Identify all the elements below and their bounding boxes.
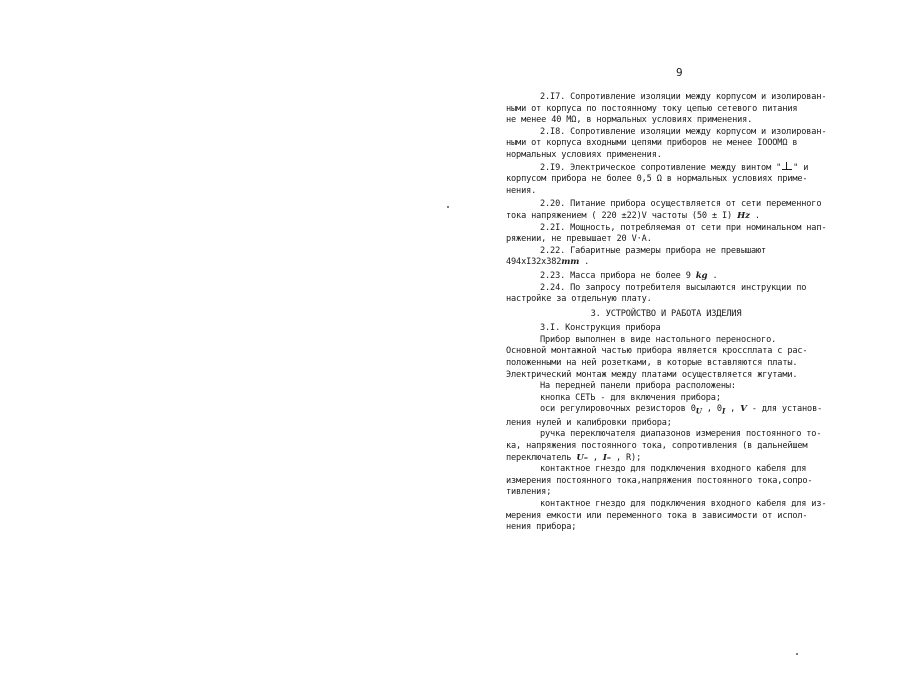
text-line bbox=[506, 271, 806, 283]
paragraph-2-19 bbox=[506, 162, 809, 198]
text-span: , 0 bbox=[701, 404, 722, 415]
text-line: ления нулей и калибровки прибора; bbox=[506, 417, 672, 428]
section-heading: 3. УСТРОЙСТВО И РАБОТА ИЗДЕЛИЯ bbox=[590, 308, 742, 319]
text-line: На передней панели прибора расположены: bbox=[540, 381, 736, 392]
text-line: ка, напряжения постоянного тока, сопротивления (в дальнейшем bbox=[506, 440, 808, 451]
text-span: 494хI32х382 bbox=[506, 257, 562, 268]
text-line: корпусом прибора не более 0,5 Ω в нормальных условиях приме- bbox=[506, 174, 808, 185]
text-span: 0 bbox=[690, 404, 696, 415]
text-span: переключатель bbox=[506, 452, 577, 463]
text-line: 2.24. По запросу потребителя высылаются инструкции по bbox=[540, 282, 807, 293]
text-span: оси регулировочных резисторов bbox=[540, 404, 691, 415]
text-span: . bbox=[749, 210, 760, 221]
text-span: . bbox=[646, 234, 652, 245]
paragraph-3-1 bbox=[506, 335, 806, 393]
unit-mark: Hz bbox=[737, 210, 750, 221]
paragraph-2-21 bbox=[506, 222, 827, 246]
unit-mark: 20 V·A bbox=[616, 234, 647, 245]
list-item: кнопка СЕТЬ - для включения прибора; bbox=[540, 392, 721, 403]
text-span: ряжении, не превышает bbox=[506, 234, 617, 245]
text-line: нения прибора; bbox=[506, 522, 577, 533]
unit-mark: U– bbox=[576, 452, 588, 463]
subsection-heading: 3.I. Конструкция прибора bbox=[540, 323, 661, 334]
text-span: , R); bbox=[610, 452, 642, 463]
text-span: тока напряжением ( 220 ±22)V частоты (50 ± I) bbox=[506, 210, 738, 221]
text-line bbox=[506, 257, 806, 269]
paragraph-2-18 bbox=[506, 126, 827, 162]
unit-mark: I– bbox=[602, 452, 611, 463]
scan-speck bbox=[447, 206, 449, 208]
text-span: . bbox=[579, 257, 590, 268]
text-line: не менее 40 MΩ, в нормальных условиях применения. bbox=[506, 115, 753, 126]
text-line: контактное гнездо для подключения входного кабеля для из- bbox=[540, 498, 827, 509]
text-line: Прибор выполнен в виде настольного переносного. bbox=[540, 334, 777, 345]
paragraph-2-20 bbox=[506, 199, 822, 222]
paragraph-2-23 bbox=[506, 271, 806, 283]
text-line: 2.22. Габаритные размеры прибора не превышают bbox=[540, 245, 767, 256]
text-line: 2.20. Питание прибора осуществляется от сети переменного bbox=[540, 199, 822, 210]
text-line: Электрический монтаж между платами осуществляется жгутами. bbox=[506, 369, 798, 380]
text-line: настройке за отдельную плату. bbox=[506, 294, 652, 305]
text-line: ручка переключателя диапазонов измерения постоянного то- bbox=[540, 429, 822, 440]
text-line bbox=[506, 234, 806, 246]
text-span: 2.23. Масса прибора не более 9 bbox=[540, 270, 696, 281]
unit-mark: mm bbox=[561, 257, 580, 268]
text-span: . bbox=[707, 270, 718, 281]
paragraph-2-22 bbox=[506, 246, 806, 269]
text-span: 2.I9. Электрическое сопротивление между винтом " bbox=[540, 162, 782, 173]
unit-mark: I bbox=[721, 407, 726, 417]
paragraph-2-17 bbox=[506, 92, 827, 127]
list-item bbox=[506, 464, 813, 499]
text-line: Основной монтажной частью прибора является кроссплата с рас- bbox=[506, 346, 808, 357]
text-line: контактное гнездо для подключения входного кабеля для bbox=[540, 464, 807, 475]
text-line: ными от корпуса входными цепями приборов не менее IOOOMΩ в bbox=[506, 138, 798, 149]
list-item bbox=[506, 498, 827, 534]
text-line: измерения постоянного тока,напряжения постоянного тока,сопро- bbox=[506, 475, 813, 486]
paragraph-2-24 bbox=[506, 283, 806, 306]
page-number: 9 bbox=[676, 66, 683, 79]
ground-symbol-icon bbox=[781, 162, 793, 173]
text-line: 2.2I. Мощность, потребляемая от сети при номинальном нап- bbox=[540, 222, 827, 233]
text-line bbox=[506, 453, 806, 465]
text-span: " и bbox=[793, 162, 809, 173]
list-item bbox=[506, 404, 823, 429]
text-line: мерения емкости или переменного тока в зависимости от испол- bbox=[506, 510, 808, 521]
unit-mark: V bbox=[740, 404, 747, 415]
text-line: тивления; bbox=[506, 487, 552, 498]
text-line: 2.I7. Сопротивление изоляции между корпусом и изолирован- bbox=[540, 92, 827, 102]
unit-mark: kg bbox=[695, 270, 708, 281]
text-line bbox=[506, 211, 806, 223]
text-line bbox=[506, 162, 809, 175]
text-line: нормальных условиях применения. bbox=[506, 149, 662, 160]
text-line: ными от корпуса по постоянному току цепью сетевого питания bbox=[506, 103, 798, 114]
text-span: - для установ- bbox=[746, 404, 823, 415]
text-line: нения. bbox=[506, 185, 537, 196]
text-span: , bbox=[725, 404, 741, 415]
text-line: 2.I8. Сопротивление изоляции между корпусом и изолирован- bbox=[540, 126, 827, 137]
text-line: положенными на ней розетками, в которые вставляются платы. bbox=[506, 358, 798, 369]
list-item bbox=[506, 429, 822, 464]
scan-speck bbox=[796, 653, 798, 655]
text-block bbox=[506, 92, 827, 534]
text-span: , bbox=[587, 452, 603, 463]
text-line bbox=[506, 404, 823, 417]
unit-mark: U bbox=[695, 407, 702, 417]
